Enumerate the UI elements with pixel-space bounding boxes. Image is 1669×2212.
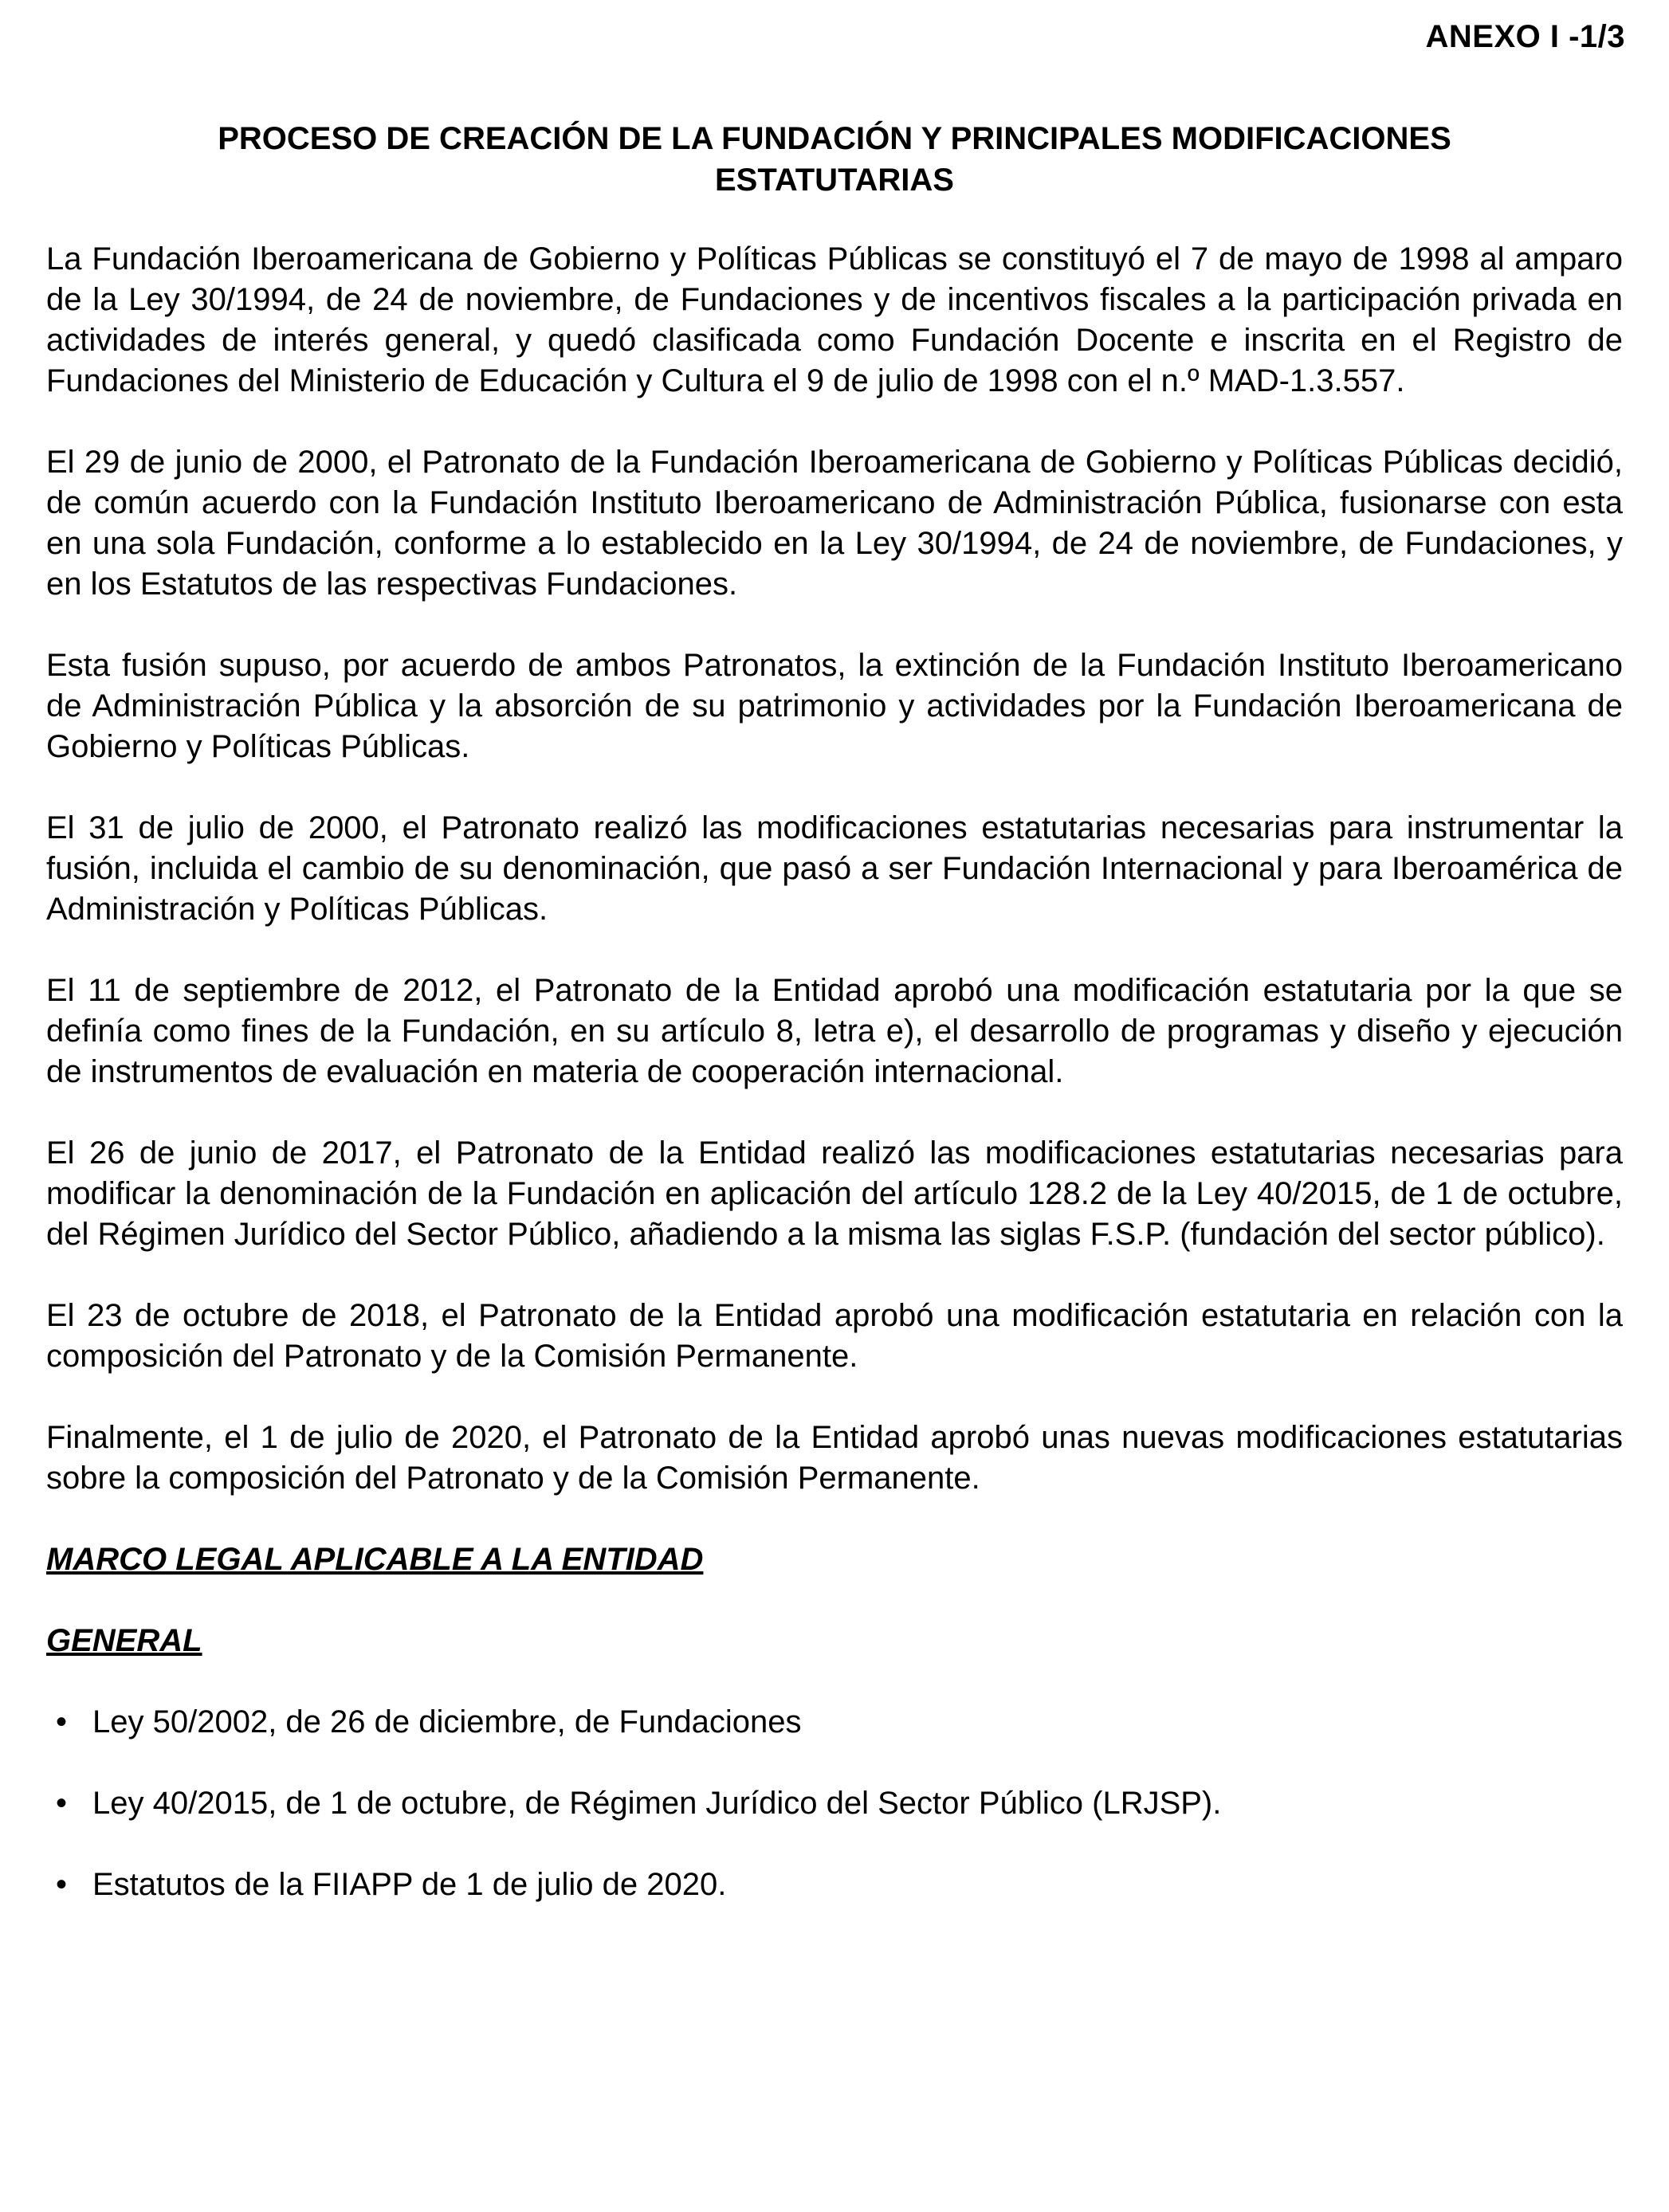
list-item [46,1865,1623,1905]
list-item-text: Estatutos de la FIIAPP de 1 de julio de 2020. [92,1867,727,1902]
list-item-text: Ley 50/2002, de 26 de diciembre, de Fundaciones [92,1704,802,1739]
list-item [46,1783,1623,1824]
bullet-icon: • [55,1786,67,1821]
bullet-icon: • [55,1704,67,1739]
bullet-icon: • [55,1867,67,1902]
paragraph-merger-effects: Esta fusión supuso, por acuerdo de ambos Patronatos, la extinción de la Fundación Instituto Iberoamericano de Administración Pública y la absorción de su patrimonio y actividades por la Fundación Iberoamericana de Gobierno y Políticas Públicas. [46,648,1623,764]
legal-framework-heading: MARCO LEGAL APLICABLE A LA ENTIDAD [46,1542,704,1577]
paragraph-constitution: La Fundación Iberoamericana de Gobierno y Políticas Públicas se constituyó el 7 de mayo de 1998 al amparo de la Ley 30/1994, de 24 de noviembre, de Fundaciones y de incentivos fiscales a la participación privada en actividades de interés general, y quedó clasificada como Fundación Docente e inscrita en el Registro de Fundaciones del Ministerio de Educación y Cultura el 9 de julio de 1998 con el n.º MAD-1.3.557. [46,241,1623,398]
paragraph-modification-2012: El 11 de septiembre de 2012, el Patronato de la Entidad aprobó una modificación estatutaria por la que se definía como fines de la Fundación, en su artículo 8, letra e), el desarrollo de programas y diseño y ejecución de instrumentos de evaluación en materia de cooperación internacional. [46,973,1623,1089]
paragraph-modification-2017: El 26 de junio de 2017, el Patronato de la Entidad realizó las modificaciones estatutarias necesarias para modificar la denominación de la Fundación en aplicación del artículo 128.2 de la Ley 40/2015, de 1 de octubre, del Régimen Jurídico del Sector Público, añadiendo a la misma las siglas F.S.P. (fundación del sector público). [46,1135,1623,1252]
paragraph-modification-2020: Finalmente, el 1 de julio de 2020, el Patronato de la Entidad aprobó unas nuevas modificaciones estatutarias sobre la composición del Patronato y de la Comisión Permanente. [46,1420,1623,1496]
document-title [46,118,1623,201]
paragraph-merger-decision: El 29 de junio de 2000, el Patronato de la Fundación Iberoamericana de Gobierno y Políticas Públicas decidió, de común acuerdo con la Fundación Instituto Iberoamericano de Administración Pública, fusionarse con esta en una sola Fundación, conforme a lo establecido en la Ley 30/1994, de 24 de noviembre, de Fundaciones, y en los Estatutos de las respectivas Fundaciones. [46,445,1623,602]
list-item-text: Ley 40/2015, de 1 de octubre, de Régimen Jurídico del Sector Público (LRJSP). [92,1786,1222,1821]
annex-label: ANEXO I -1/3 [1425,19,1625,54]
general-subheading: GENERAL [46,1623,202,1658]
paragraph-modification-2018: El 23 de octubre de 2018, el Patronato de la Entidad aprobó una modificación estatutaria en relación con la composición del Patronato y de la Comisión Permanente. [46,1298,1623,1374]
document-body [46,239,1623,1946]
document-title-line-1: PROCESO DE CREACIÓN DE LA FUNDACIÓN Y PRINCIPALES MODIFICACIONES [218,121,1451,156]
list-item [46,1702,1623,1743]
paragraph-name-change-2000: El 31 de julio de 2000, el Patronato realizó las modificaciones estatutarias necesarias para instrumentar la fusión, incluida el cambio de su denominación, que pasó a ser Fundación Internacional y para Iberoamérica de Administración y Políticas Públicas. [46,810,1623,927]
document-title-line-2: ESTATUTARIAS [715,163,954,198]
legal-framework-list [46,1702,1623,1905]
